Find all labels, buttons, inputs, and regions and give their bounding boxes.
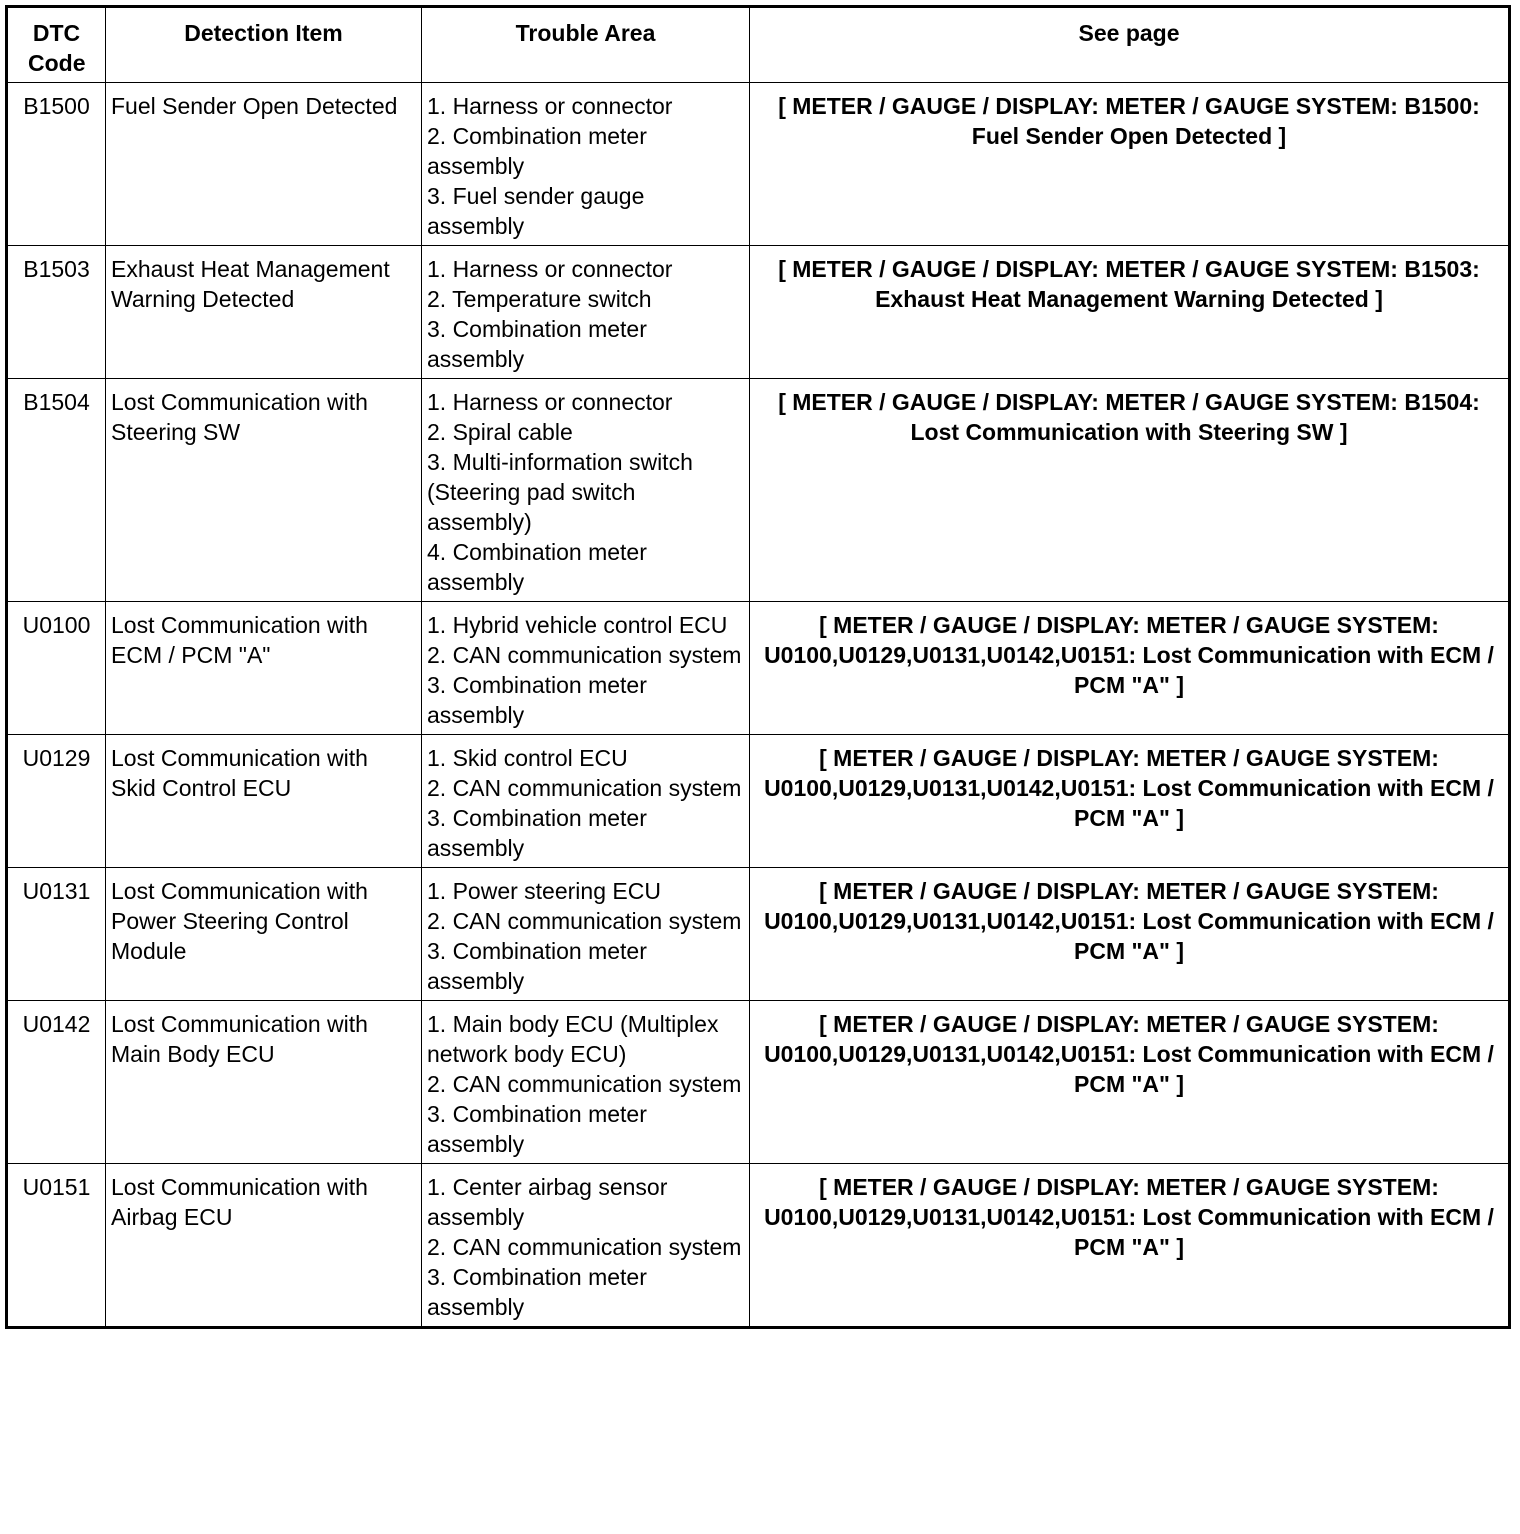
trouble-area-item: 2. Temperature switch	[427, 286, 652, 312]
trouble-area-item: 3. Multi-information switch (Steering pad switch assembly)	[427, 449, 693, 535]
table-row	[7, 1164, 1510, 1328]
trouble-area-item: 3. Combination meter assembly	[427, 1264, 647, 1320]
table-row	[7, 379, 1510, 602]
trouble-area-item: 1. Harness or connector	[427, 93, 673, 119]
table-row	[7, 83, 1510, 246]
trouble-area-item: 1. Harness or connector	[427, 389, 673, 415]
dtc-code-cell: B1503	[7, 246, 106, 379]
dtc-code-cell: B1500	[7, 83, 106, 246]
trouble-area-cell	[422, 735, 750, 868]
see-page-link[interactable]: [ METER / GAUGE / DISPLAY: METER / GAUGE SYSTEM: U0100,U0129,U0131,U0142,U0151: Lost Communication with ECM / PCM "A" ]	[750, 1001, 1510, 1164]
table-body	[7, 83, 1510, 1328]
trouble-area-item: 1. Center airbag sensor assembly	[427, 1174, 668, 1230]
see-page-link[interactable]: [ METER / GAUGE / DISPLAY: METER / GAUGE SYSTEM: U0100,U0129,U0131,U0142,U0151: Lost Communication with ECM / PCM "A" ]	[750, 735, 1510, 868]
trouble-area-item: 1. Power steering ECU	[427, 878, 661, 904]
see-page-link[interactable]: [ METER / GAUGE / DISPLAY: METER / GAUGE SYSTEM: B1503: Exhaust Heat Management Warning Detected ]	[750, 246, 1510, 379]
table-row	[7, 602, 1510, 735]
see-page-link[interactable]: [ METER / GAUGE / DISPLAY: METER / GAUGE SYSTEM: U0100,U0129,U0131,U0142,U0151: Lost Communication with ECM / PCM "A" ]	[750, 868, 1510, 1001]
trouble-area-item: 3. Combination meter assembly	[427, 805, 647, 861]
trouble-area-item: 3. Fuel sender gauge assembly	[427, 183, 645, 239]
detection-item-cell: Lost Communication with Power Steering Control Module	[106, 868, 422, 1001]
trouble-area-item: 2. CAN communication system	[427, 642, 742, 668]
header-detection-item: Detection Item	[106, 7, 422, 83]
see-page-link[interactable]: [ METER / GAUGE / DISPLAY: METER / GAUGE SYSTEM: U0100,U0129,U0131,U0142,U0151: Lost Communication with ECM / PCM "A" ]	[750, 1164, 1510, 1328]
trouble-area-item: 3. Combination meter assembly	[427, 938, 647, 994]
trouble-area-item: 2. Spiral cable	[427, 419, 573, 445]
trouble-area-item: 4. Combination meter assembly	[427, 539, 647, 595]
trouble-area-item: 1. Hybrid vehicle control ECU	[427, 612, 728, 638]
trouble-area-item: 3. Combination meter assembly	[427, 1101, 647, 1157]
see-page-link[interactable]: [ METER / GAUGE / DISPLAY: METER / GAUGE SYSTEM: B1500: Fuel Sender Open Detected ]	[750, 83, 1510, 246]
trouble-area-cell	[422, 868, 750, 1001]
detection-item-cell: Lost Communication with Skid Control ECU	[106, 735, 422, 868]
trouble-area-item: 1. Skid control ECU	[427, 745, 628, 771]
trouble-area-item: 2. CAN communication system	[427, 775, 742, 801]
header-see-page: See page	[750, 7, 1510, 83]
detection-item-cell: Fuel Sender Open Detected	[106, 83, 422, 246]
dtc-code-cell: U0129	[7, 735, 106, 868]
trouble-area-item: 2. Combination meter assembly	[427, 123, 647, 179]
header-row	[7, 7, 1510, 83]
dtc-code-cell: U0142	[7, 1001, 106, 1164]
trouble-area-cell	[422, 246, 750, 379]
table-header	[7, 7, 1510, 83]
table-row	[7, 868, 1510, 1001]
table-row	[7, 246, 1510, 379]
detection-item-cell: Exhaust Heat Management Warning Detected	[106, 246, 422, 379]
dtc-code-cell: U0151	[7, 1164, 106, 1328]
trouble-area-item: 1. Harness or connector	[427, 256, 673, 282]
dtc-code-cell: U0131	[7, 868, 106, 1001]
see-page-link[interactable]: [ METER / GAUGE / DISPLAY: METER / GAUGE SYSTEM: B1504: Lost Communication with Steering SW ]	[750, 379, 1510, 602]
detection-item-cell: Lost Communication with Steering SW	[106, 379, 422, 602]
see-page-link[interactable]: [ METER / GAUGE / DISPLAY: METER / GAUGE SYSTEM: U0100,U0129,U0131,U0142,U0151: Lost Communication with ECM / PCM "A" ]	[750, 602, 1510, 735]
header-dtc-code: DTC Code	[7, 7, 106, 83]
trouble-area-item: 3. Combination meter assembly	[427, 316, 647, 372]
trouble-area-cell	[422, 83, 750, 246]
table-row	[7, 1001, 1510, 1164]
table-row	[7, 735, 1510, 868]
trouble-area-item: 1. Main body ECU (Multiplex network body ECU)	[427, 1011, 719, 1067]
trouble-area-item: 3. Combination meter assembly	[427, 672, 647, 728]
trouble-area-item: 2. CAN communication system	[427, 1071, 742, 1097]
dtc-table	[5, 5, 1511, 1329]
detection-item-cell: Lost Communication with ECM / PCM "A"	[106, 602, 422, 735]
trouble-area-item: 2. CAN communication system	[427, 908, 742, 934]
trouble-area-cell	[422, 379, 750, 602]
trouble-area-item: 2. CAN communication system	[427, 1234, 742, 1260]
trouble-area-cell	[422, 1001, 750, 1164]
dtc-code-cell: B1504	[7, 379, 106, 602]
trouble-area-cell	[422, 602, 750, 735]
header-trouble-area: Trouble Area	[422, 7, 750, 83]
detection-item-cell: Lost Communication with Main Body ECU	[106, 1001, 422, 1164]
trouble-area-cell	[422, 1164, 750, 1328]
detection-item-cell: Lost Communication with Airbag ECU	[106, 1164, 422, 1328]
dtc-code-cell: U0100	[7, 602, 106, 735]
